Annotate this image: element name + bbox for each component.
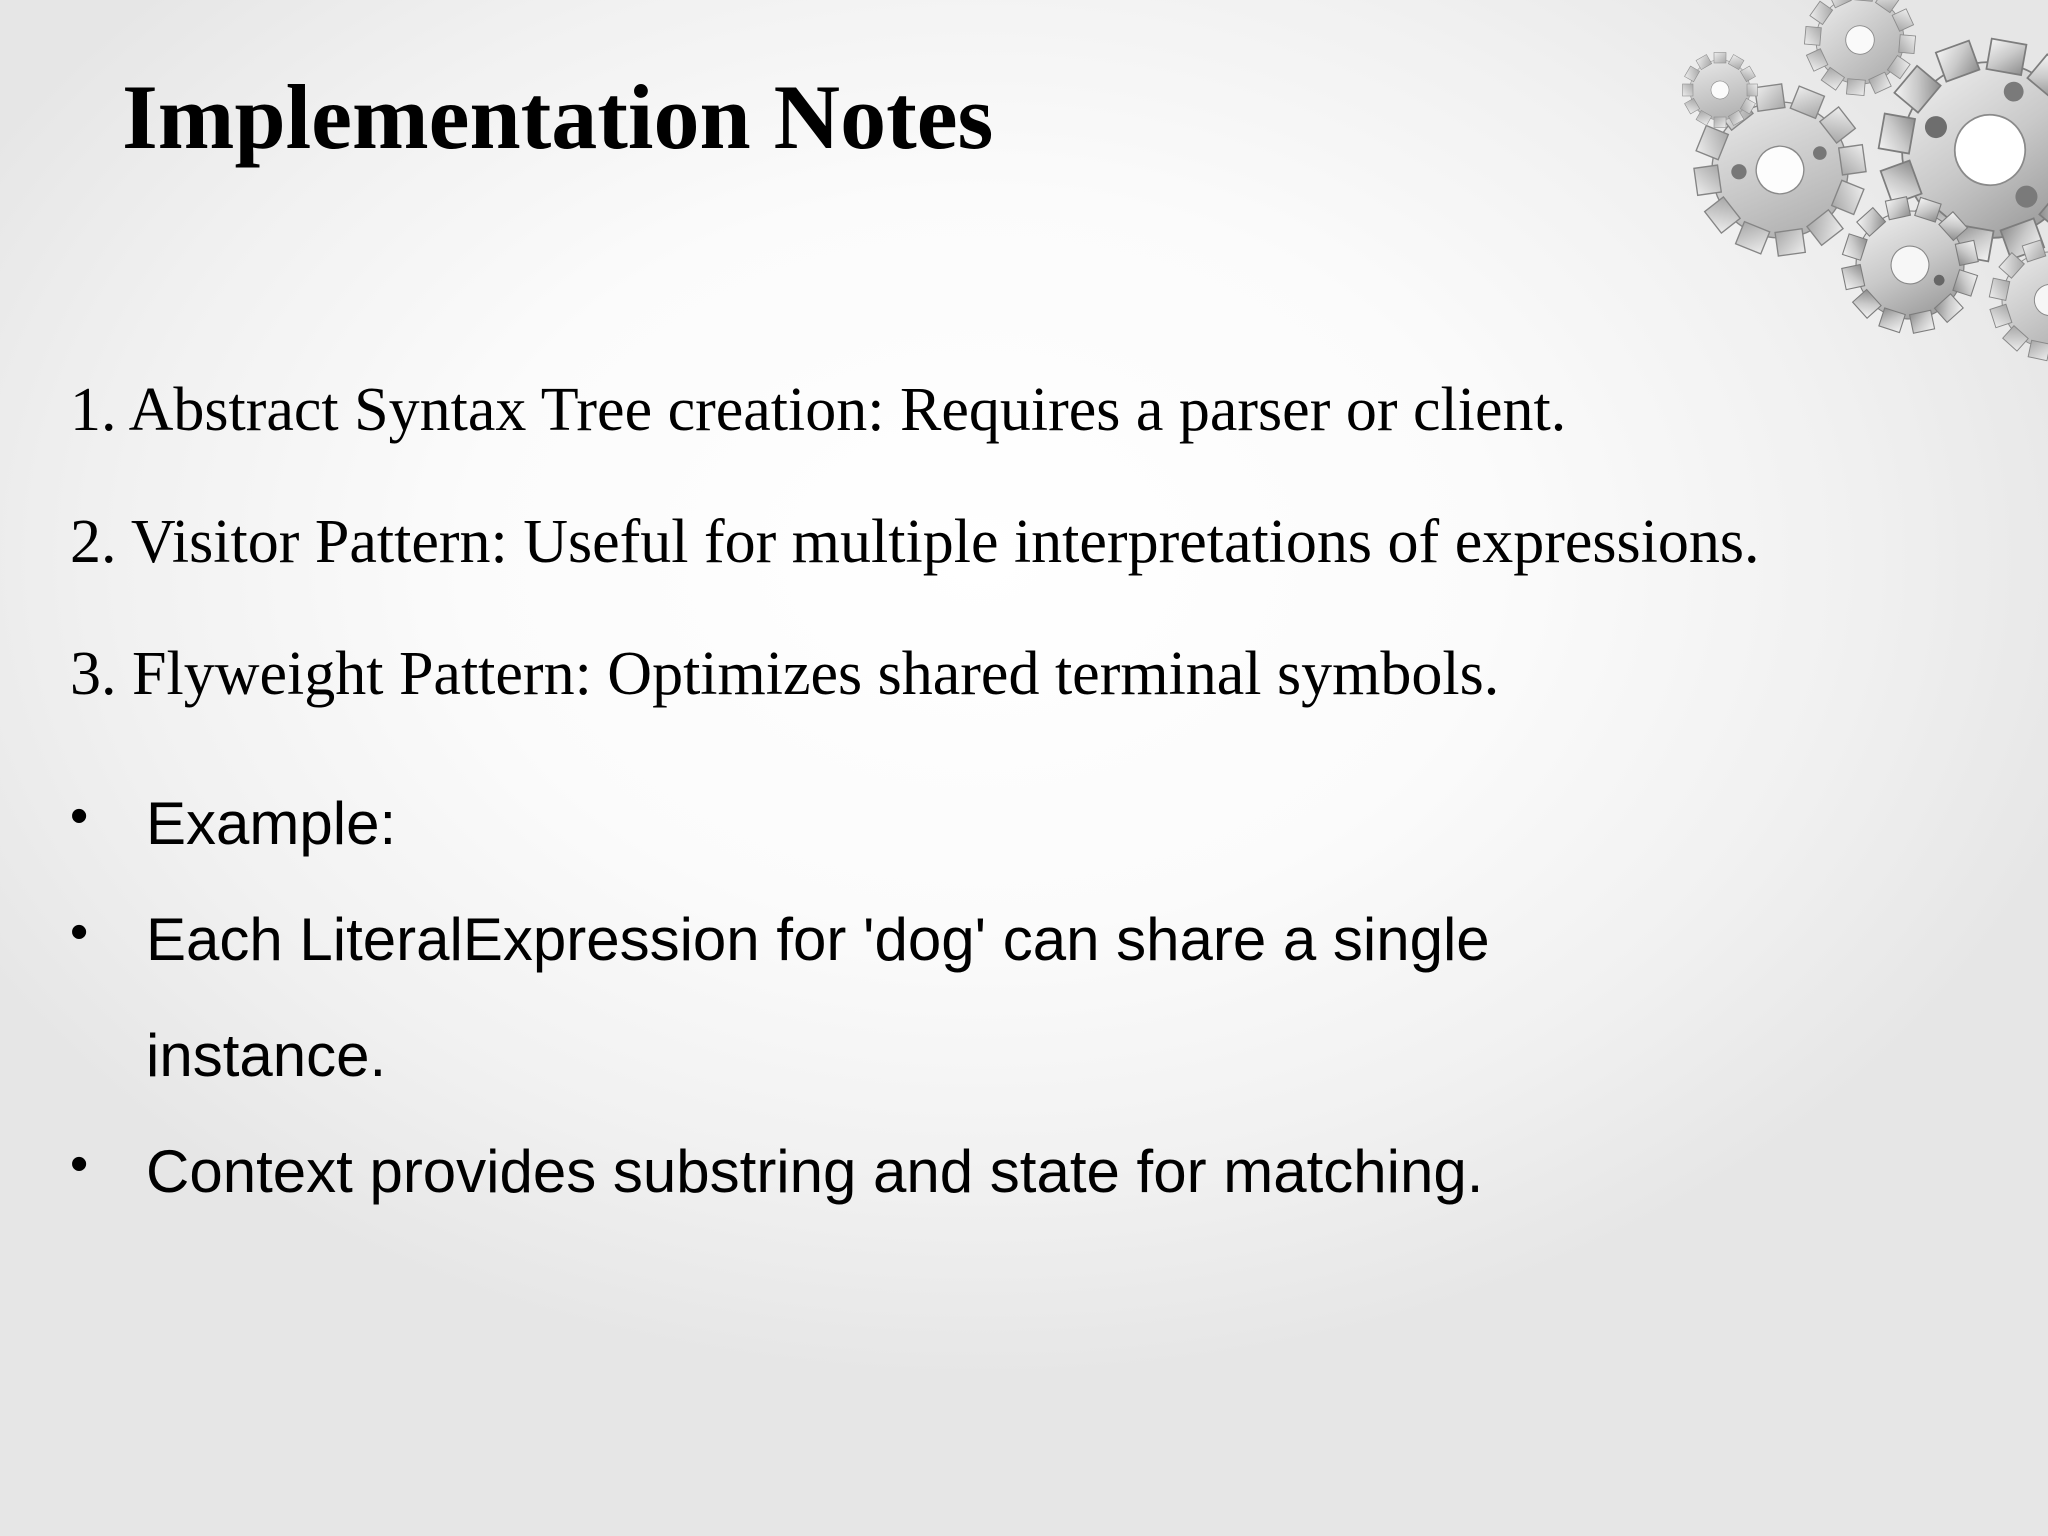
bullet-icon: • (70, 787, 89, 845)
numbered-item-flyweight: 3. Flyweight Pattern: Optimizes shared terminal symbols. (70, 640, 1500, 708)
slide-title: Implementation Notes (122, 66, 994, 168)
bullet-item-example (70, 766, 1726, 882)
bullet-item-context (70, 1114, 1726, 1230)
bullet-icon: • (70, 903, 89, 961)
bullet-text: Context provides substring and state for matching. (146, 1138, 1484, 1205)
numbered-item-visitor: 2. Visitor Pattern: Useful for multiple interpretations of expressions. (70, 508, 1760, 576)
bullet-text: Each LiteralExpression for 'dog' can share a single instance. (146, 906, 1490, 1089)
gears-icon (1660, 0, 2048, 400)
bullet-text: Example: (146, 790, 397, 857)
bullet-icon: • (70, 1135, 89, 1193)
slide-content (70, 370, 2000, 1230)
numbered-item-ast: 1. Abstract Syntax Tree creation: Requires a parser or client. (70, 376, 1567, 444)
bullet-item-literal (70, 882, 1726, 1114)
bullet-list (70, 766, 2000, 1230)
